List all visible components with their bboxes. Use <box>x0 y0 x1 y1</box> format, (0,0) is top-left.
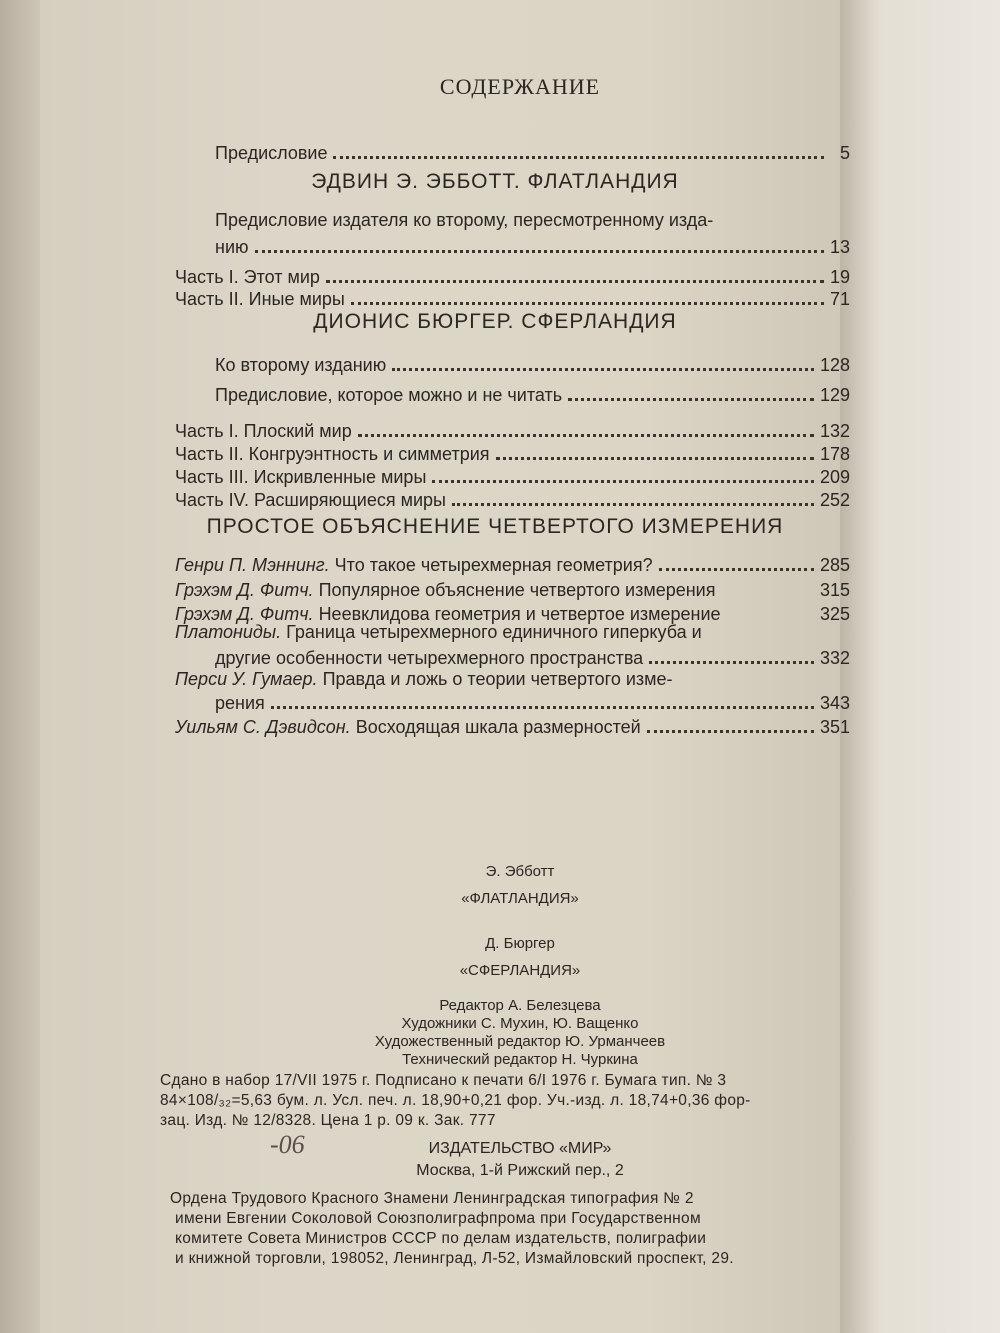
imprint-printer-line-1: Ордена Трудового Красного Знамени Ленинградская типография № 2 <box>170 1190 694 1207</box>
imprint-tech-editor: Технический редактор Н. Чуркина <box>402 1051 638 1068</box>
toc-entry-fitch-popular[interactable]: Грэхэм Д. Фитч. Популярное объяснение четвертого измерения 315 <box>175 580 850 600</box>
page-edge <box>840 0 1000 1333</box>
imprint-spec-line-3: зац. Изд. № 12/8328. Цена 1 р. 09 к. Зак. 777 <box>160 1112 496 1129</box>
handwritten-mark: -06 <box>270 1130 305 1159</box>
toc-entry-sphereland-part-2[interactable]: Часть II. Конгруэнтность и симметрия 178 <box>175 444 850 464</box>
imprint-spec-line-1: Сдано в набор 17/VII 1975 г. Подписано к печати 6/I 1976 г. Бумага тип. № 3 <box>160 1072 727 1089</box>
imprint-author-1: Э. Эбботт <box>485 863 555 880</box>
toc-entry-publisher-preface[interactable]: Предисловие издателя ко второму, пересмотренному изда- <box>215 210 714 230</box>
imprint-printer-line-4: и книжной торговли, 198052, Ленинград, Л-52, Измайловский проспект, 29. <box>175 1250 734 1267</box>
toc-entry-gumaer[interactable]: Перси У. Гумаер. Правда и ложь о теории четвертого изме- <box>175 669 673 689</box>
toc-entry-gumaer-cont[interactable]: рения 343 <box>215 693 850 713</box>
toc-entry-davidson[interactable]: Уильям С. Дэвидсон. Восходящая шкала размерностей 351 <box>175 717 850 737</box>
section-heading-fourth-dimension: ПРОСТОЕ ОБЪЯСНЕНИЕ ЧЕТВЕРТОГО ИЗМЕРЕНИЯ <box>206 515 784 538</box>
imprint-publisher: ИЗДАТЕЛЬСТВО «МИР» <box>428 1140 612 1157</box>
toc-entry-flatland-part-1[interactable]: Часть I. Этот мир 19 <box>175 267 850 287</box>
toc-entry-manning[interactable]: Генри П. Мэннинг. Что такое четырехмерная геометрия? 285 <box>175 555 850 575</box>
imprint-spec-line-2: 84×108/₃₂=5,63 бум. л. Усл. печ. л. 18,90+0,21 фор. Уч.-изд. л. 18,74+0,36 фор- <box>160 1092 751 1109</box>
section-heading-sphereland: ДИОНИС БЮРГЕР. СФЕРЛАНДИЯ <box>313 310 677 333</box>
toc-entry-sphereland-part-3[interactable]: Часть III. Искривленные миры 209 <box>175 467 850 487</box>
toc-entry-platonids-cont[interactable]: другие особенности четырехмерного пространства 332 <box>215 648 850 668</box>
toc-entry-sphereland-part-1[interactable]: Часть I. Плоский мир 132 <box>175 421 850 441</box>
imprint-artists: Художники С. Мухин, Ю. Ващенко <box>401 1015 639 1032</box>
imprint-author-2: Д. Бюргер <box>485 935 555 952</box>
imprint-printer-line-2: имени Евгении Соколовой Союзполиграфпрома при Государственном <box>175 1210 701 1227</box>
toc-entry-fitch-noneuclidean[interactable]: Грэхэм Д. Фитч. Неевклидова геометрия и четвертое измерение 325 <box>175 604 850 624</box>
section-heading-flatland: ЭДВИН Э. ЭББОТТ. ФЛАТЛАНДИЯ <box>311 170 679 193</box>
toc-entry-preface[interactable]: Предисловие 5 <box>215 143 850 163</box>
toc-entry-sphereland-part-4[interactable]: Часть IV. Расширяющиеся миры 252 <box>175 490 850 510</box>
imprint-art-editor: Художественный редактор Ю. Урманчеев <box>374 1033 666 1050</box>
toc-entry-second-edition[interactable]: Ко второму изданию 128 <box>215 355 850 375</box>
imprint-book-2: «СФЕРЛАНДИЯ» <box>459 962 581 979</box>
imprint-editor: Редактор А. Белезцева <box>439 997 601 1014</box>
imprint-address: Москва, 1-й Рижский пер., 2 <box>416 1162 624 1179</box>
toc-entry-publisher-preface-cont[interactable]: нию 13 <box>215 237 850 257</box>
contents-title: СОДЕРЖАНИЕ <box>439 74 601 99</box>
imprint-book-1: «ФЛАТЛАНДИЯ» <box>461 890 579 907</box>
toc-entry-platonids[interactable]: Платониды. Граница четырехмерного единичного гиперкуба и <box>175 622 702 642</box>
toc-entry-flatland-part-2[interactable]: Часть II. Иные миры 71 <box>175 289 850 309</box>
binding-shadow <box>0 0 40 1333</box>
imprint-printer-line-3: комитете Совета Министров СССР по делам издательств, полиграфии <box>175 1230 707 1247</box>
toc-entry-optional-preface[interactable]: Предисловие, которое можно и не читать 129 <box>215 385 850 405</box>
